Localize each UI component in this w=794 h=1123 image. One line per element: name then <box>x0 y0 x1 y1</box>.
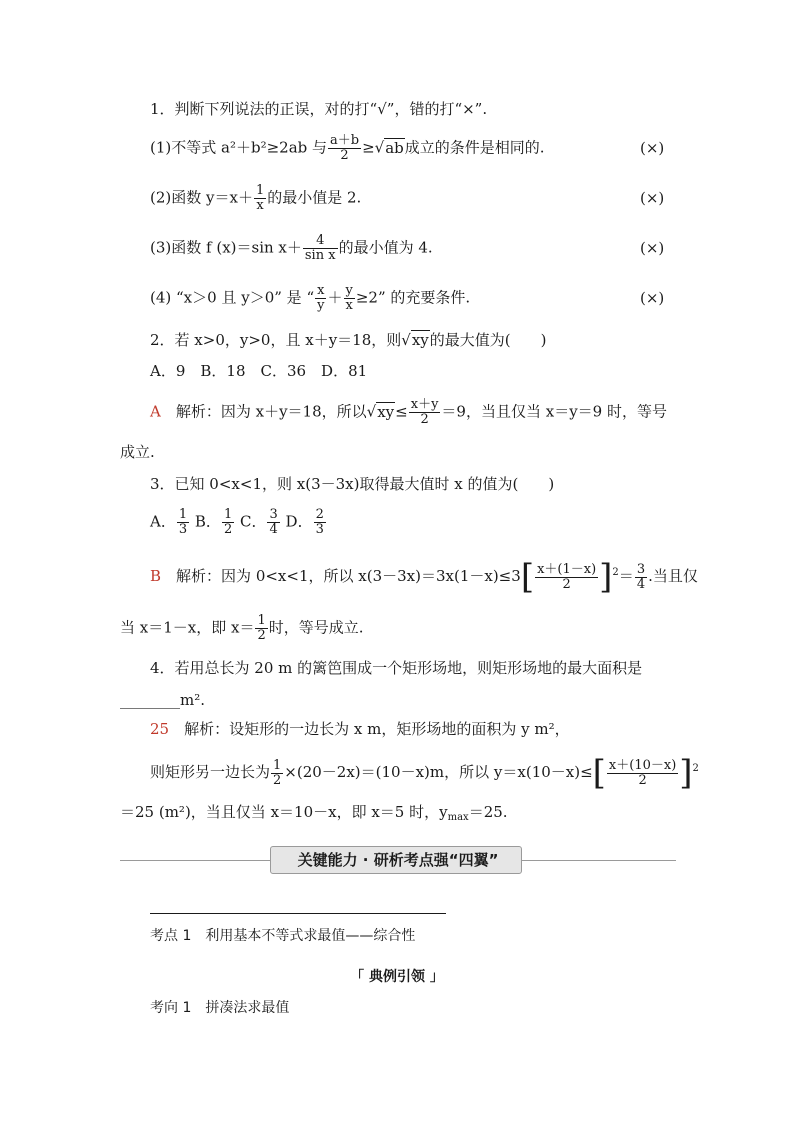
fraction: $\frac{a+b}{2}$ <box>330 133 360 163</box>
fraction: $\frac{3}{4}$ <box>636 561 646 592</box>
fraction: $\frac{1}{3}$ <box>178 507 188 537</box>
q2-solution-cont: 成立. <box>120 443 155 461</box>
q1-item-3-mark: (×) <box>640 239 665 257</box>
q1-item-4: (4) “x＞0 且 y＞0” 是 “ $\frac{x}{y}$ ＋ $\frac{y}{x}$ ≥2” 的充要条件. <box>150 283 471 313</box>
q1-item-1-mark: (×) <box>640 139 665 157</box>
q3-stem: 3．已知 0<x<1，则 x(3－3x)取得最大值时 x 的值为( ) <box>150 475 555 493</box>
q1-item-4-mark: (×) <box>640 289 665 307</box>
q4-blank: ________m². <box>120 691 206 709</box>
fraction: $\frac{2}{3}$ <box>315 507 324 537</box>
example-heading: 「 典例引领 」 <box>350 969 444 985</box>
fraction: $\frac{1}{2}$ <box>223 507 233 537</box>
kaodian-heading: 考点 1 利用基本不等式求最值——综合性 <box>150 928 416 944</box>
q1-item-1: (1)不等式 a²＋b²≥2ab 与 $\frac{a+b}{2}$ ≥√ab成立的条件是相同的. <box>150 133 545 163</box>
fraction: $\frac{x+(1-x)}{2}$ <box>537 561 597 592</box>
fraction: $\frac{x+y}{2}$ <box>410 397 439 427</box>
q4-solution-line2: 则矩形另一边长为 $\frac{1}{2}$ ×(20－2x)＝(10－x)m，所以 y＝x(10－x)≤[ $\frac{x+(10-x)}{2}$ ]$^2$ <box>150 753 699 793</box>
q2-answer: A <box>150 402 161 421</box>
q4-answer: 25 <box>150 720 170 738</box>
q3-answer: B <box>150 567 162 585</box>
fraction: $\frac{4}{\text{sin x}}$ <box>304 233 336 263</box>
q3-solution-cont: 当 x＝1－x，即 x＝ $\frac{1}{2}$ 时，等号成立. <box>120 613 364 643</box>
fraction: $\frac{1}{2}$ <box>273 757 282 788</box>
divider <box>150 913 446 914</box>
q4-solution-line3: ＝25 (m²)，当且仅当 x＝10－x，即 x＝5 时，$y_{max}=25$. <box>120 803 508 823</box>
fraction: $\frac{1}{2}$ <box>257 613 266 643</box>
q3-options: A． $\frac{1}{3}$ B． $\frac{1}{2}$ C． $\frac{3}{4}$ D． $\frac{2}{3}$ <box>150 507 324 537</box>
q1-item-3: (3)函数 f (x)＝sin x＋ $\frac{4}{\text{sin x}}$ 的最小值为 4. <box>150 233 433 263</box>
q1-stem: 1．判断下列说法的正误，对的打“√”，错的打“×”. <box>150 100 488 118</box>
fraction: $\frac{y}{x}$ <box>345 283 353 313</box>
q4-stem: 4．若用总长为 20 m 的篱笆围成一个矩形场地，则矩形场地的最大面积是 <box>150 659 643 677</box>
q3-solution: B 解析：因为 0<x<1，所以 x(3－3x)＝3x(1－x)≤3[ $\frac{x+(1-x)}{2}$ ]$^2$＝ $\frac{3}{4}$ .当且仅 <box>150 557 698 597</box>
fraction: $\frac{x}{y}$ <box>317 283 325 313</box>
fraction: $\frac{x+(10-x)}{2}$ <box>608 757 677 788</box>
section-title: 关键能力 · 研析考点强“四翼” <box>297 851 499 869</box>
fraction: $\frac{3}{4}$ <box>269 507 278 537</box>
q2-stem: 2．若 x>0，y>0，且 x＋y＝18，则√xy的最大值为( ) <box>150 331 547 349</box>
q1-item-2: (2)函数 y＝x＋ $\frac{1}{x}$ 的最小值是 2. <box>150 183 362 213</box>
section-banner <box>120 840 676 880</box>
q2-solution: A 解析：因为 x＋y＝18，所以√xy≤ $\frac{x+y}{2}$ ＝9，当且仅当 x＝y＝9 时，等号 <box>150 397 667 427</box>
q1-item-2-mark: (×) <box>640 189 665 207</box>
q4-solution: 25 解析：设矩形的一边长为 x m，矩形场地的面积为 y m²， <box>150 720 570 738</box>
q2-options: A．9 B．18 C．36 D．81 <box>150 362 368 380</box>
fraction: $\frac{1}{x}$ <box>255 183 265 213</box>
kaoxiang-heading: 考向 1 拼凑法求最值 <box>150 1000 290 1016</box>
